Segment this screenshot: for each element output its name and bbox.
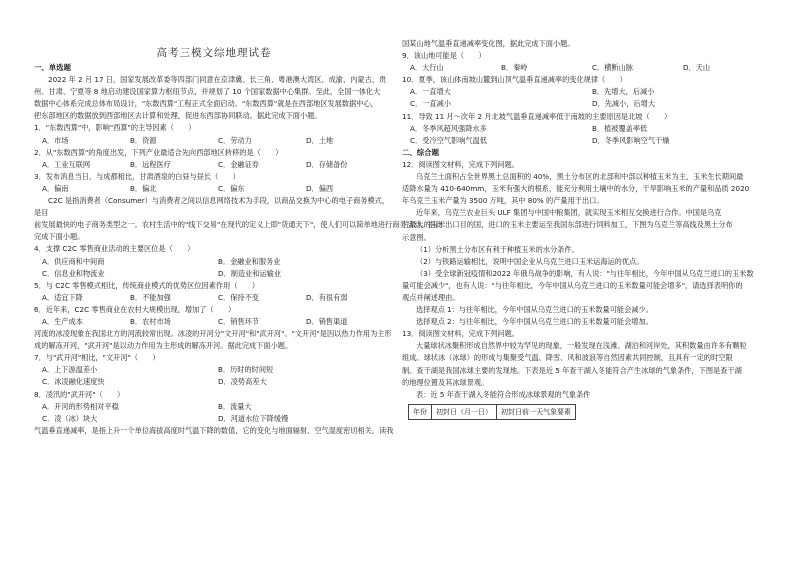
option-c[interactable]: C．受冷空气影响气温低 <box>410 135 487 145</box>
question-3: 3．发布消息当日，与成都相比，甘肃酒泉的白昼与昼长（ ） <box>34 171 240 181</box>
option-a[interactable]: A．开河的形势相对平稳 <box>42 401 119 411</box>
question-12-part-3-line-2: 量可能会减少"，也有人说："与往年相比，今年中国从乌克兰进口的玉米数量可能会增多"，请选择表明你的 <box>402 280 743 290</box>
question-6: 6．近年来，C2C 零售商业在农村大规模出现，增加了（ ） <box>34 304 236 314</box>
viewpoint-choice-1: 选择观点 1：与往年相比，今年中国从乌克兰进口的玉米数量可能会减少。 <box>416 305 653 315</box>
passage-3-line-1: 河流的冰凌现象在我国北方的河流较常出现。冰凌的开河分"文开河"和"武开河"。"文开河"是因以热力作用为主形 <box>34 329 392 339</box>
question-5-options <box>34 292 394 304</box>
question-12-part-1: （1）分析黑土分布区有利于种植玉米的水分条件。 <box>416 244 579 254</box>
table-caption: 表：近 5 年查干湖入冬能符合形成冰球景观的气象条件 <box>416 389 591 399</box>
section-heading-comprehensive: 二、综合题 <box>402 147 439 157</box>
option-b[interactable]: B．资源 <box>130 135 157 145</box>
question-5: 5．与 C2C 零售模式相比，传统商业模式的优势区位因素作用（ ） <box>34 280 260 290</box>
question-12-part-3-line-3: 观点并阐述理由。 <box>402 292 460 302</box>
passage-7-line-1: 大量球状冰聚积形成自然界中较为罕见的现象，一般发现在浅滩、湖泊和河岸处，其积数量由许多有颗粒 <box>416 341 747 351</box>
question-7: 7．与"武开河"相比，"文开河"（ ） <box>34 353 160 363</box>
option-b[interactable]: B．偏北 <box>130 183 157 193</box>
question-4-options <box>34 256 394 280</box>
option-a[interactable]: A．工业互联网 <box>42 159 91 169</box>
option-b[interactable]: B．不能加强 <box>130 292 171 302</box>
viewpoint-choice-2: 选择观点 2：与往年相比，今年中国从乌克兰进口的玉米数量可能会增加。 <box>416 317 653 327</box>
passage-1-line-4: 把东部地区的数据放到西部地区去计算和处理，促进东西部协同联动。据此完成下面小题。 <box>34 111 322 121</box>
option-c[interactable]: C．劳动力 <box>218 135 252 145</box>
question-10: 10．夏季，该山体南坡山麓到山顶气温垂直递减率的变化规律（ ） <box>402 75 627 85</box>
question-8: 8．凌汛的"武开河"（ ） <box>34 389 125 399</box>
question-7-options <box>34 364 394 388</box>
question-3-options <box>34 183 394 195</box>
passage-1-line-1: 2022 年 2 月 17 日，国家发展改革委等四部门同意在京津冀、长三角、粤港澳大湾区、成渝、内蒙古、贵 <box>48 75 387 85</box>
question-13-intro: 13．阅读图文材料，完成下列问题。 <box>402 329 519 339</box>
right-column <box>402 38 774 420</box>
table-header-year: 年份 <box>409 404 432 419</box>
passage-6-line-3: 示意图。 <box>402 232 431 242</box>
passage-5-line-2: 适降水量为 410-640mm，玉米有强大的根系，能充分利用土壤中的水分，干旱影响玉米的产量和品质 2020 <box>402 184 750 194</box>
option-a[interactable]: A．适宜下降 <box>42 292 83 302</box>
option-d[interactable]: D．销售渠道 <box>306 316 348 326</box>
passage-2-line-1: C2C 是指消费者（Consumer）与消费者之间以信息网络技术为手段，以商品交换为中心的电子商务模式，是目 <box>34 196 390 218</box>
option-a[interactable]: A．市场 <box>42 135 69 145</box>
option-b[interactable]: B．流量大 <box>218 401 252 411</box>
option-b[interactable]: B．历时的时间短 <box>218 365 274 375</box>
option-b[interactable]: B．远程医疗 <box>130 159 171 169</box>
question-1: 1．"东数西算"中，影响"西算"的主导因素（ ） <box>34 123 196 133</box>
option-c[interactable]: C．偏东 <box>218 183 245 193</box>
question-4: 4．支撑 C2C 零售商业活动的主要区位是（ ） <box>34 244 195 254</box>
option-d[interactable]: D．偏西 <box>306 183 334 193</box>
passage-7-line-3: 制。查干湖是我国冰球主要的发现地。下表是近 5 年查干湖入冬能符合产生冰球的气象条件，下图是查干湖 <box>402 365 742 375</box>
option-a[interactable]: A．冬季风超风强降水多 <box>410 123 487 133</box>
question-9: 9．该山地可能是（ ） <box>402 51 486 61</box>
option-d[interactable]: D．先减小，后增大 <box>592 99 656 109</box>
passage-2-line-2: 前发展最快的电子商务类型之一。农村生活中的"线下交易"在现代的定义上即"货通天下"，使人们可以简单地进行商务活动。据此 <box>34 220 443 230</box>
passage-7-line-4: 的地理位置及其冰球景观。 <box>402 377 489 387</box>
option-d[interactable]: D．有很有弱 <box>306 292 348 302</box>
option-c[interactable]: C．冰凌融化速度快 <box>42 377 105 387</box>
passage-5-line-3: 年乌克兰玉米产量为 3500 万吨，其中 80% 的产量用于出口。 <box>402 196 604 206</box>
passage-1-line-3: 数据中心体系完成总体布局设计，"东数西算"工程正式全面启动。"东数西算"就是在西部地区发展数据中心， <box>34 99 378 109</box>
option-c[interactable]: C．保持不变 <box>218 292 259 302</box>
question-11: 11．导致 11 月～次年 2 月北坡气温垂直递减率低于南坡的主要原因是北坡（ ） <box>402 111 672 121</box>
option-d[interactable]: D．土地 <box>306 135 334 145</box>
passage-6-line-2: 兰最大的玉米出口目的国，进口的玉米主要运至我国东部进行饲料加工，下图为乌克兰等高线及黑土分布 <box>402 220 733 230</box>
option-c[interactable]: C．销售环节 <box>218 316 259 326</box>
option-d[interactable]: D．存储备份 <box>306 159 348 169</box>
passage-7-line-2: 组成。球状冰（冰球）的形成与集聚受气温、降雪、风和波浪等自然因素共同控制，且具有一定的时空限 <box>402 353 733 363</box>
option-b[interactable]: B．金融业和服务业 <box>218 256 281 266</box>
option-c[interactable]: C．横断山脉 <box>592 63 633 73</box>
option-a[interactable]: A．生产成本 <box>42 316 83 326</box>
question-9-options <box>402 62 774 74</box>
option-d[interactable]: D．冬季风影响空气干燥 <box>592 135 670 145</box>
option-b[interactable]: B．先增大，后减小 <box>592 87 655 97</box>
question-11-options <box>402 123 774 147</box>
option-a[interactable]: A．偏南 <box>42 183 69 193</box>
table-header-row <box>409 404 576 419</box>
question-8-options <box>34 401 394 425</box>
option-a[interactable]: A．供应商和中间商 <box>42 256 105 266</box>
option-b[interactable]: B．植被覆盖率低 <box>592 123 648 133</box>
question-2: 2．从"东数西算"的角度出发，下列产业最适合先向西部地区转移的是（ ） <box>34 147 283 157</box>
option-b[interactable]: B．农村市场 <box>130 316 171 326</box>
passage-6-line-1: 近年来，乌克兰农业巨头 ULF 集团与中国中粮集团，就实现玉米相互交换进行合作。中国是乌克 <box>416 208 722 218</box>
passage-5-line-1: 乌克兰土面积占全世界黑土总面积的 40%，黑土分布区的北部和中部以种植玉米为主，玉米生长期间最 <box>416 172 744 182</box>
question-10-options <box>402 86 774 110</box>
table-header-weather-elements: 初封日前一天气象要素 <box>497 404 576 419</box>
passage-3-line-2: 成的解冻开河，"武开河"是以动力作用为主形成的解冻开河。据此完成下面小题。 <box>34 341 293 351</box>
option-a[interactable]: A．上下游温差小 <box>42 365 98 375</box>
option-d[interactable]: D．制造业和运输业 <box>218 268 282 278</box>
option-c[interactable]: C．信息业和物流业 <box>42 268 105 278</box>
passage-4-line-2: 国某山地气温垂直递减率变化图，据此完成下面小题。 <box>402 39 575 48</box>
option-b[interactable]: B．秦岭 <box>501 63 528 73</box>
question-2-options <box>34 159 394 171</box>
page-title: 高考三模文综地理试卷 <box>156 47 272 59</box>
question-6-options <box>34 316 394 328</box>
weather-conditions-table <box>408 404 576 420</box>
option-c[interactable]: C．一直减小 <box>410 99 451 109</box>
passage-1-line-2: 州、甘肃、宁夏等 8 地启动建设国家算力枢纽节点，并规划了 10 个国家数据中心集群。至此，全国一体化大 <box>34 87 381 97</box>
passage-2-line-3: 完成下面小题。 <box>34 232 85 242</box>
option-a[interactable]: A．一直增大 <box>410 87 451 97</box>
option-a[interactable]: A．大行山 <box>410 63 444 73</box>
option-d[interactable]: D．天山 <box>683 63 711 73</box>
passage-4-line-1: 气温垂直递减率，是指上升一个单位海拔高度时气温下降的数值，它的变化与地面辐射、空气湿度密切相关。读我 <box>34 425 394 435</box>
option-d[interactable]: D．凌势高差大 <box>218 377 267 387</box>
section-heading-single-choice: 一、单选题 <box>34 63 71 72</box>
question-12-part-3-line-1: （3）受全球新冠疫情和2022 年俄乌战争的影响，有人说："与往年相比，今年中国从乌克兰进口的玉米数 <box>416 268 754 278</box>
table-header-first-freeze-date: 初封日（月一日） <box>432 404 497 419</box>
option-d[interactable]: D．河道水位下降缓慢 <box>218 413 289 423</box>
option-c[interactable]: C．金融证券 <box>218 159 259 169</box>
question-12-part-2: （2）与铁路运输相比，说明中国企业从乌克兰进口玉米运海运的优点。 <box>416 256 644 266</box>
question-12-intro: 12．阅读图文材料，完成下列问题。 <box>402 159 519 169</box>
question-1-options <box>34 135 394 147</box>
option-c[interactable]: C．凌（冰）块大 <box>42 413 98 423</box>
